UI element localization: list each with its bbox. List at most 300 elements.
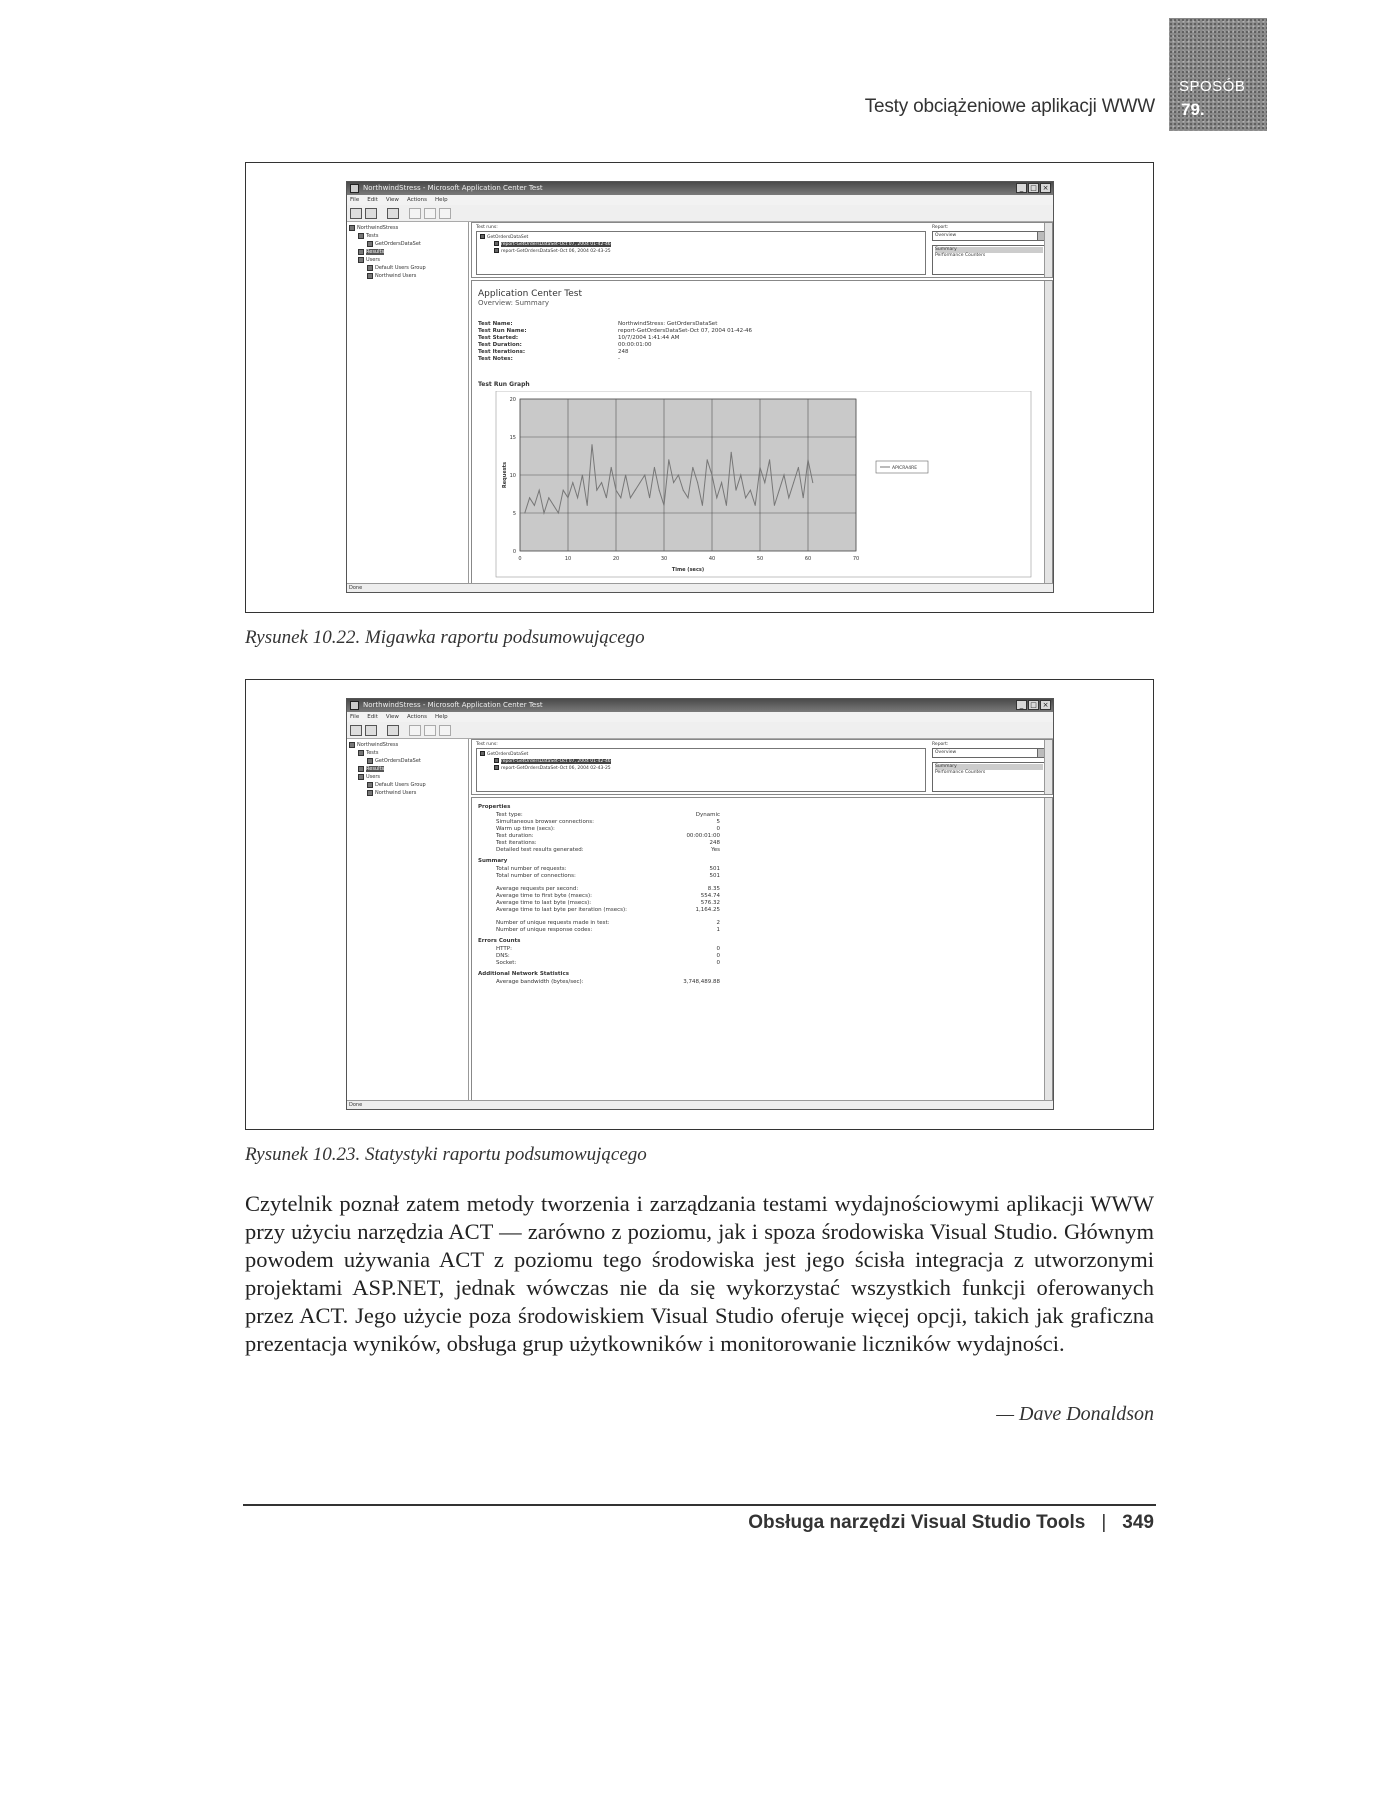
data-point xyxy=(664,505,665,506)
stat-label: Total number of connections: xyxy=(496,873,576,879)
data-point xyxy=(548,497,549,498)
folder-icon xyxy=(358,750,364,756)
save-icon[interactable] xyxy=(365,208,377,219)
info-value: 248 xyxy=(618,349,629,355)
toolbar xyxy=(347,722,1053,739)
tree-item-label: NorthwindStress xyxy=(357,742,399,748)
menu-item-edit[interactable]: Edit xyxy=(367,197,378,203)
stat-row xyxy=(478,866,1038,873)
tree-item-label: Users xyxy=(366,257,381,263)
data-point xyxy=(793,482,794,483)
stat-row xyxy=(478,812,1038,819)
app-window xyxy=(346,181,1054,593)
stat-value: 0 xyxy=(716,953,720,959)
report-icon xyxy=(480,751,485,756)
tree-item[interactable] xyxy=(349,248,466,256)
minimize-button[interactable]: _ xyxy=(1016,700,1027,710)
folder-icon xyxy=(349,225,355,231)
tree-item[interactable] xyxy=(349,741,466,749)
menu-item-view[interactable]: View xyxy=(385,197,399,203)
footer-separator: | xyxy=(1101,1512,1107,1533)
test-runs-panel xyxy=(471,739,1053,795)
tree-item-label: Tests xyxy=(366,233,379,239)
data-point xyxy=(678,475,679,476)
footer-chapter: Obsługa narzędzi Visual Studio Tools xyxy=(748,1512,1086,1533)
tree-item[interactable] xyxy=(349,781,466,789)
figure-summary-report xyxy=(245,162,1154,613)
test-run-item[interactable] xyxy=(480,234,922,241)
info-key: Test Notes: xyxy=(478,356,513,362)
y-tick-label: 10 xyxy=(509,473,516,479)
stat-row xyxy=(478,833,1038,840)
stat-row xyxy=(478,946,1038,953)
tree-item-label: Northwind Users xyxy=(375,273,417,279)
window-title: NorthwindStress - Microsoft Application Center Test xyxy=(363,701,543,709)
report-select-value: Overview xyxy=(935,750,957,755)
y-tick-label: 0 xyxy=(512,549,516,555)
info-row xyxy=(478,328,878,335)
stat-value: Dynamic xyxy=(695,812,720,818)
menu-item-help[interactable]: Help xyxy=(435,197,448,203)
folder-icon xyxy=(358,233,364,239)
data-point xyxy=(683,490,684,491)
author-signature: — Dave Donaldson xyxy=(996,1403,1154,1425)
info-row xyxy=(478,356,878,363)
stat-row xyxy=(478,927,1038,934)
window-titlebar xyxy=(347,182,1053,195)
data-point xyxy=(563,490,564,491)
test-info-fields xyxy=(478,321,878,363)
menu-item-view[interactable]: View xyxy=(385,714,399,720)
report-scrollbar[interactable] xyxy=(1044,281,1052,583)
data-point xyxy=(625,475,626,476)
y-tick-label: 5 xyxy=(512,511,516,517)
folder-icon xyxy=(358,257,364,263)
data-point xyxy=(606,497,607,498)
graph-icon[interactable] xyxy=(439,725,451,736)
data-point xyxy=(688,497,689,498)
menu-item-file[interactable]: File xyxy=(350,714,360,720)
stat-label: Detailed test results generated: xyxy=(496,847,584,853)
stat-value: 2 xyxy=(716,920,720,926)
test-runs-scrollbar[interactable] xyxy=(1044,740,1052,794)
report-label: Report: xyxy=(932,742,949,747)
report-select[interactable] xyxy=(932,231,1046,241)
new-icon[interactable] xyxy=(350,208,362,219)
test-run-label: report-GetOrdersDataSet-Oct 07, 2004 01-42-46 xyxy=(501,242,611,247)
x-axis-label: Time (secs) xyxy=(671,567,705,573)
data-point xyxy=(745,497,746,498)
data-point xyxy=(529,497,530,498)
data-point xyxy=(769,459,770,460)
run-icon[interactable] xyxy=(409,208,421,219)
data-point xyxy=(539,490,540,491)
report-label: Report: xyxy=(932,225,949,230)
data-point xyxy=(731,452,732,453)
stat-label: Test duration: xyxy=(496,833,534,839)
folder-icon xyxy=(367,265,373,271)
body-text xyxy=(245,1190,1154,1358)
data-point xyxy=(712,475,713,476)
stat-value: 0 xyxy=(716,826,720,832)
folder-icon xyxy=(358,774,364,780)
menu-bar xyxy=(347,195,1053,205)
folder-icon xyxy=(367,758,373,764)
stat-value: 3,748,489.88 xyxy=(683,979,720,985)
stat-label: Simultaneous browser connections: xyxy=(496,819,595,825)
data-point xyxy=(740,475,741,476)
status-bar: Done xyxy=(347,583,1053,592)
report-icon xyxy=(494,758,499,763)
data-point xyxy=(736,490,737,491)
info-key: Test Iterations: xyxy=(478,349,526,355)
data-point xyxy=(640,482,641,483)
data-point xyxy=(750,490,751,491)
stat-value: 248 xyxy=(709,840,720,846)
doc-title: Application Center Test xyxy=(478,289,583,299)
info-key: Test Started: xyxy=(478,335,519,341)
figure-statistics-report xyxy=(245,679,1154,1130)
data-point xyxy=(721,482,722,483)
save-icon[interactable] xyxy=(365,725,377,736)
tree-item-label: GetOrdersDataSet xyxy=(375,758,421,764)
stat-label: DNS: xyxy=(496,953,510,959)
stat-row xyxy=(478,847,1038,854)
data-point xyxy=(644,475,645,476)
data-point xyxy=(544,513,545,514)
data-point xyxy=(692,467,693,468)
tree-item[interactable] xyxy=(349,224,466,232)
data-point xyxy=(611,467,612,468)
folder-icon xyxy=(358,249,364,255)
section-title: Additional Network Statistics xyxy=(478,971,569,977)
data-point xyxy=(812,482,813,483)
stat-value: 5 xyxy=(716,819,720,825)
stat-value: Yes xyxy=(711,847,720,853)
test-run-label: GetOrdersDataSet xyxy=(487,752,529,757)
menu-item-actions[interactable]: Actions xyxy=(406,197,428,203)
report-document xyxy=(471,797,1053,1101)
properties-icon[interactable] xyxy=(387,208,399,219)
report-option[interactable]: Performance Counters xyxy=(935,770,986,775)
stat-label: Average time to first byte (msecs): xyxy=(496,893,592,899)
report-document xyxy=(471,280,1053,584)
x-tick-label: 0 xyxy=(518,556,522,562)
stat-value: 501 xyxy=(709,873,720,879)
data-point xyxy=(558,513,559,514)
folder-icon xyxy=(367,273,373,279)
data-point xyxy=(760,467,761,468)
maximize-button[interactable]: □ xyxy=(1028,700,1039,710)
section-title: Errors Counts xyxy=(478,938,521,944)
tree-item-label: Default Users Group xyxy=(375,265,426,271)
stat-label: Average time to last byte per iteration (msecs): xyxy=(496,907,627,913)
data-point xyxy=(659,490,660,491)
data-point xyxy=(673,482,674,483)
stat-row xyxy=(478,960,1038,967)
stat-row xyxy=(478,886,1038,893)
data-point xyxy=(630,497,631,498)
statistics-list xyxy=(478,800,1038,986)
data-point xyxy=(568,497,569,498)
info-row xyxy=(478,342,878,349)
tree-item[interactable] xyxy=(349,256,466,264)
menu-item-actions[interactable]: Actions xyxy=(406,714,428,720)
stat-row xyxy=(478,819,1038,826)
info-value: 00:00:01:00 xyxy=(618,342,652,348)
x-tick-label: 60 xyxy=(804,556,812,562)
tree-item-label: Northwind Users xyxy=(375,790,417,796)
menu-bar xyxy=(347,712,1053,722)
toolbar xyxy=(347,205,1053,222)
status-bar: Done xyxy=(347,1100,1053,1109)
stat-row xyxy=(478,953,1038,960)
stat-label: Warm up time (secs): xyxy=(496,826,555,832)
data-point xyxy=(592,444,593,445)
close-button[interactable]: × xyxy=(1040,183,1051,193)
data-point xyxy=(779,490,780,491)
test-run-label: report-GetOrdersDataSet-Oct 07, 2004 01-42-46 xyxy=(501,759,611,764)
minimize-button[interactable]: _ xyxy=(1016,183,1027,193)
menu-item-help[interactable]: Help xyxy=(435,714,448,720)
data-point xyxy=(649,497,650,498)
menu-item-edit[interactable]: Edit xyxy=(367,714,378,720)
window-title: NorthwindStress - Microsoft Application Center Test xyxy=(363,184,543,192)
stat-row xyxy=(478,873,1038,880)
data-point xyxy=(596,490,597,491)
info-value: NorthwindStress: GetOrdersDataSet xyxy=(618,321,718,327)
tree-item[interactable] xyxy=(349,749,466,757)
test-run-item[interactable] xyxy=(480,248,922,255)
test-runs-label: Test runs: xyxy=(476,742,498,747)
report-icon xyxy=(494,765,499,770)
tree-item[interactable] xyxy=(349,232,466,240)
stat-label: Test type: xyxy=(496,812,523,818)
stat-value: 1,164.25 xyxy=(695,907,720,913)
menu-item-file[interactable]: File xyxy=(350,197,360,203)
stat-row xyxy=(478,840,1038,847)
stat-label: Number of unique response codes: xyxy=(496,927,593,933)
info-value: 10/7/2004 1:41:44 AM xyxy=(618,335,680,341)
folder-icon xyxy=(349,742,355,748)
info-key: Test Name: xyxy=(478,321,513,327)
tree-item-label: GetOrdersDataSet xyxy=(375,241,421,247)
section-title: Properties xyxy=(478,804,511,810)
close-button[interactable]: × xyxy=(1040,700,1051,710)
data-point xyxy=(726,505,727,506)
info-row xyxy=(478,349,878,356)
folder-icon xyxy=(367,241,373,247)
stat-row xyxy=(478,893,1038,900)
figure-caption-2: Rysunek 10.23. Statystyki raportu podsumowującego xyxy=(245,1144,647,1165)
test-run-item[interactable] xyxy=(480,758,922,765)
section-title: Summary xyxy=(478,858,508,864)
tree-item[interactable] xyxy=(349,773,466,781)
info-key: Test Duration: xyxy=(478,342,522,348)
data-point xyxy=(553,505,554,506)
x-tick-label: 20 xyxy=(612,556,620,562)
report-icon xyxy=(494,241,499,246)
page-footer xyxy=(748,1512,1154,1534)
x-tick-label: 50 xyxy=(756,556,764,562)
stat-label: Average requests per second: xyxy=(496,886,579,892)
app-window xyxy=(346,698,1054,1110)
sposob-label: SPOSÓB xyxy=(1179,78,1246,95)
data-point xyxy=(616,490,617,491)
graph-title: Test Run Graph xyxy=(478,381,530,388)
test-run-item[interactable] xyxy=(480,241,922,248)
info-key: Test Run Name: xyxy=(478,328,527,334)
tree-item[interactable] xyxy=(349,264,466,272)
report-icon xyxy=(494,248,499,253)
project-tree xyxy=(347,222,469,584)
properties-icon[interactable] xyxy=(387,725,399,736)
test-run-label: GetOrdersDataSet xyxy=(487,235,529,240)
report-select[interactable] xyxy=(932,748,1046,758)
test-runs-label: Test runs: xyxy=(476,225,498,230)
y-tick-label: 15 xyxy=(509,435,516,441)
stat-label: Socket: xyxy=(496,960,517,966)
maximize-button[interactable]: □ xyxy=(1028,183,1039,193)
doc-subtitle: Overview: Summary xyxy=(478,299,549,307)
app-icon xyxy=(350,184,359,193)
stat-row xyxy=(478,900,1038,907)
data-point xyxy=(668,459,669,460)
tree-item[interactable] xyxy=(349,757,466,765)
stat-row xyxy=(478,920,1038,927)
data-point xyxy=(577,497,578,498)
x-tick-label: 30 xyxy=(660,556,668,562)
tree-item-label: Results xyxy=(366,766,385,772)
new-icon[interactable] xyxy=(350,725,362,736)
folder-icon xyxy=(367,782,373,788)
test-run-chart xyxy=(476,391,1036,581)
test-runs-panel xyxy=(471,222,1053,278)
figure-caption-1: Rysunek 10.22. Migawka raportu podsumowującego xyxy=(245,627,645,648)
tree-item[interactable] xyxy=(349,789,466,797)
report-option[interactable]: Performance Counters xyxy=(935,253,986,258)
sposob-badge xyxy=(1169,18,1267,131)
data-point xyxy=(587,505,588,506)
report-scrollbar[interactable] xyxy=(1044,798,1052,1100)
data-point xyxy=(803,497,804,498)
results-pane xyxy=(471,739,1053,1101)
test-run-item[interactable] xyxy=(480,751,922,758)
tree-item[interactable] xyxy=(349,765,466,773)
report-option[interactable]: Summary xyxy=(935,247,1043,253)
tree-item-label: Default Users Group xyxy=(375,782,426,788)
stop-icon[interactable] xyxy=(424,725,436,736)
y-axis-label: Requests xyxy=(502,461,508,489)
stat-row xyxy=(478,826,1038,833)
data-point xyxy=(697,482,698,483)
stat-value: 501 xyxy=(709,866,720,872)
tree-item-label: Results xyxy=(366,249,385,255)
test-run-item[interactable] xyxy=(480,765,922,772)
tree-item[interactable] xyxy=(349,240,466,248)
body-paragraph: Czytelnik poznał zatem metody tworzenia i zarządzania testami wydajnościowymi aplikacji WWW przy użyciu narzędzia ACT — zarówno z poziomu, jak i spoza środowiska Visual Studio. Głównym powodem używania ACT z poziomu tego środowiska jest jego ścisła integracja z utworzonymi projektami ASP.NET, jednak wówczas nie da się wykorzystać wszystkich funkcji oferowanych przez ACT. Jego użycie poza środowiskiem Visual Studio oferuje więcej opcji, takich jak graficzna prezentacja wyników, obsługa grup użytkowników i monitorowanie liczników wydajności. xyxy=(245,1191,1154,1356)
data-point xyxy=(572,482,573,483)
data-point xyxy=(784,475,785,476)
sposob-number: 79. xyxy=(1181,100,1205,119)
window-titlebar xyxy=(347,699,1053,712)
y-tick-label: 20 xyxy=(509,397,516,403)
stat-label: Test iterations: xyxy=(496,840,537,846)
footer-rule xyxy=(243,1504,1156,1506)
stat-value: 0 xyxy=(716,960,720,966)
info-row xyxy=(478,321,878,328)
stat-value: 8.35 xyxy=(707,886,720,892)
data-point xyxy=(620,497,621,498)
folder-icon xyxy=(367,790,373,796)
report-icon xyxy=(480,234,485,239)
running-head: Testy obciążeniowe aplikacji WWW xyxy=(864,96,1155,117)
data-point xyxy=(788,497,789,498)
data-point xyxy=(808,459,809,460)
stat-label: HTTP: xyxy=(496,946,512,952)
stat-row xyxy=(478,979,1038,986)
x-tick-label: 40 xyxy=(708,556,716,562)
info-value: - xyxy=(618,356,620,362)
report-options-list[interactable] xyxy=(932,762,1046,792)
run-icon[interactable] xyxy=(409,725,421,736)
stat-label: Total number of requests: xyxy=(496,866,567,872)
data-point xyxy=(635,490,636,491)
stat-value: 00:00:01:00 xyxy=(686,833,720,839)
stat-label: Average time to last byte (msecs): xyxy=(496,900,592,906)
data-point xyxy=(798,467,799,468)
stat-row xyxy=(478,907,1038,914)
stat-label: Number of unique requests made in test: xyxy=(496,920,610,926)
data-point xyxy=(582,475,583,476)
data-point xyxy=(716,497,717,498)
tree-item-label: Users xyxy=(366,774,381,780)
stat-value: 576.32 xyxy=(700,900,720,906)
data-point xyxy=(534,505,535,506)
test-runs-list[interactable] xyxy=(476,748,926,792)
page-number: 349 xyxy=(1122,1512,1154,1533)
test-runs-scrollbar[interactable] xyxy=(1044,223,1052,277)
tree-item-label: Tests xyxy=(366,750,379,756)
report-option[interactable]: Summary xyxy=(935,764,1043,770)
data-point xyxy=(601,482,602,483)
stat-label: Average bandwidth (bytes/sec): xyxy=(496,979,584,985)
legend-label: APICRA4RE xyxy=(892,466,918,471)
stat-value: 0 xyxy=(716,946,720,952)
test-runs-list[interactable] xyxy=(476,231,926,275)
app-icon xyxy=(350,701,359,710)
data-point xyxy=(774,505,775,506)
data-point xyxy=(755,505,756,506)
tree-item[interactable] xyxy=(349,272,466,280)
report-select-value: Overview xyxy=(935,233,957,238)
test-run-label: report-GetOrdersDataSet-Oct 06, 2004 02-43-25 xyxy=(501,249,611,254)
tree-item-label: NorthwindStress xyxy=(357,225,399,231)
data-point xyxy=(654,467,655,468)
report-options-list[interactable] xyxy=(932,245,1046,275)
x-tick-label: 70 xyxy=(852,556,860,562)
data-point xyxy=(524,513,525,514)
x-tick-label: 10 xyxy=(564,556,572,562)
results-pane xyxy=(471,222,1053,584)
stat-value: 554.74 xyxy=(700,893,720,899)
info-value: report-GetOrdersDataSet-Oct 07, 2004 01-42-46 xyxy=(618,328,753,334)
data-point xyxy=(707,459,708,460)
test-run-label: report-GetOrdersDataSet-Oct 06, 2004 02-43-25 xyxy=(501,766,611,771)
graph-icon[interactable] xyxy=(439,208,451,219)
stop-icon[interactable] xyxy=(424,208,436,219)
data-point xyxy=(764,482,765,483)
